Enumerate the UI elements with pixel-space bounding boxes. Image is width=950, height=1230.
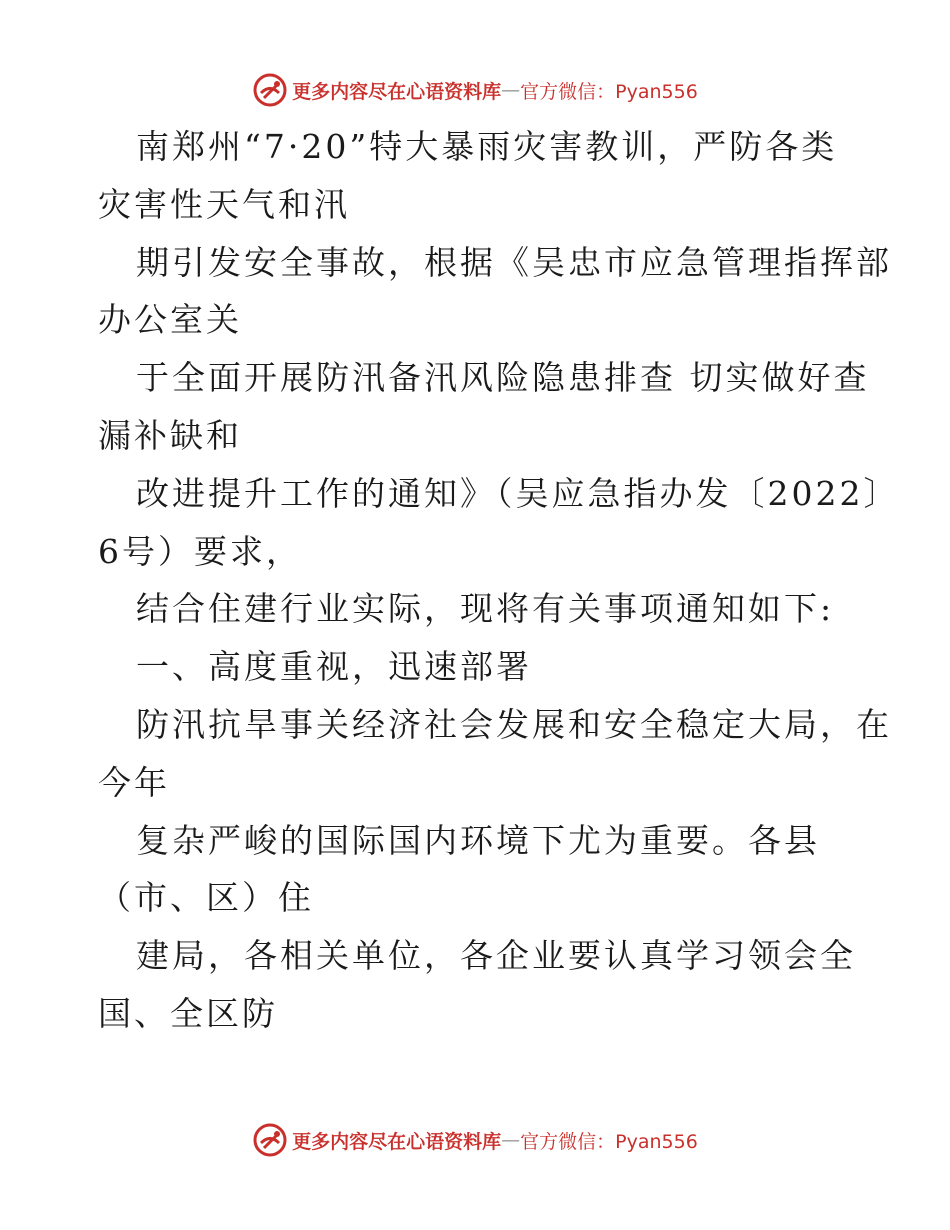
watermark-contact: 官方微信：Pyan556 bbox=[520, 80, 698, 103]
text-line: 防汛抗旱事关经济社会发展和安全稳定大局，在 bbox=[136, 704, 892, 744]
text-line: 6号）要求， bbox=[98, 531, 302, 571]
watermark-footer bbox=[0, 1120, 950, 1160]
text-line: 改进提升工作的通知》（吴应急指办发〔2022〕 bbox=[136, 473, 900, 513]
watermark-header bbox=[0, 70, 950, 110]
text-line: 漏补缺和 bbox=[98, 415, 242, 455]
document-body bbox=[98, 118, 900, 1043]
text-line: 一、高度重视，迅速部署 bbox=[136, 647, 532, 687]
watermark-brand: 更多内容尽在心语资料库 bbox=[292, 80, 502, 103]
text-line: 今年 bbox=[98, 762, 170, 802]
book-logo-icon bbox=[252, 72, 288, 108]
text-line: 于全面开展防汛备汛风险隐患排查 切实做好查 bbox=[136, 358, 870, 398]
text-line: 南郑州“7·20”特大暴雨灾害教训，严防各类 bbox=[136, 127, 838, 166]
text-line: 结合住建行业实际，现将有关事项通知如下: bbox=[136, 589, 835, 629]
text-line: （市、区）住 bbox=[98, 878, 314, 918]
book-logo-icon bbox=[252, 1122, 288, 1158]
text-line: 建局，各相关单位，各企业要认真学习领会全 bbox=[136, 936, 856, 976]
watermark-contact: 官方微信：Pyan556 bbox=[520, 1130, 698, 1153]
text-line: 灾害性天气和汛 bbox=[98, 184, 350, 224]
text-line: 复杂严峻的国际国内环境下尤为重要。各县 bbox=[136, 820, 820, 860]
watermark-separator: — bbox=[501, 79, 521, 101]
text-line: 期引发安全事故，根据《吴忠市应急管理指挥部 bbox=[136, 242, 892, 282]
text-line: 办公室关 bbox=[98, 300, 242, 340]
watermark-brand: 更多内容尽在心语资料库 bbox=[292, 1130, 502, 1153]
watermark-separator: — bbox=[501, 1129, 521, 1151]
text-line: 国、全区防 bbox=[98, 993, 278, 1033]
